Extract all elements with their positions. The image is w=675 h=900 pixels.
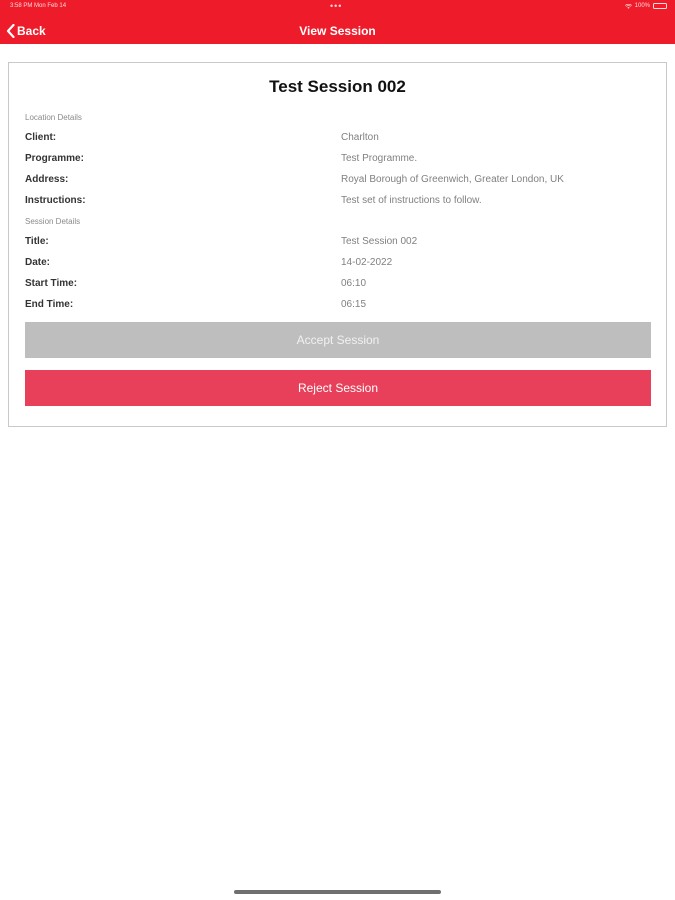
reject-session-button[interactable]: Reject Session [25, 370, 651, 406]
multitasking-dots[interactable]: ••• [330, 1, 343, 11]
programme-value: Test Programme. [341, 153, 418, 164]
back-label: Back [17, 24, 46, 38]
date-label: Date: [25, 257, 51, 268]
session-card [8, 62, 667, 427]
title-label: Title: [25, 236, 49, 247]
instructions-value: Test set of instructions to follow. [341, 195, 482, 206]
home-indicator[interactable] [234, 890, 441, 894]
start-time-label: Start Time: [25, 278, 78, 289]
status-indicators [625, 3, 667, 9]
client-label: Client: [25, 132, 57, 143]
session-details-header: Session Details [25, 217, 81, 226]
navigation-bar [0, 0, 675, 44]
address-value: Royal Borough of Greenwich, Greater London, UK [341, 174, 564, 185]
status-bar [0, 3, 675, 13]
instructions-label: Instructions: [25, 195, 86, 206]
title-value: Test Session 002 [341, 236, 418, 247]
end-time-value: 06:15 [341, 299, 367, 310]
battery-percent: 100% [634, 3, 650, 9]
location-details-header: Location Details [25, 113, 82, 122]
wifi-icon [625, 4, 632, 9]
programme-label: Programme: [25, 153, 84, 164]
accept-session-button[interactable]: Accept Session [25, 322, 651, 358]
date-value: 14-02-2022 [341, 257, 393, 268]
status-time: 3:58 PM Mon Feb 14 [10, 3, 67, 9]
battery-icon [653, 3, 667, 9]
client-value: Charlton [341, 132, 379, 143]
end-time-label: End Time: [25, 299, 74, 310]
address-label: Address: [25, 174, 69, 185]
page-title: View Session [299, 24, 376, 38]
start-time-value: 06:10 [341, 278, 367, 289]
session-title: Test Session 002 [269, 77, 406, 96]
